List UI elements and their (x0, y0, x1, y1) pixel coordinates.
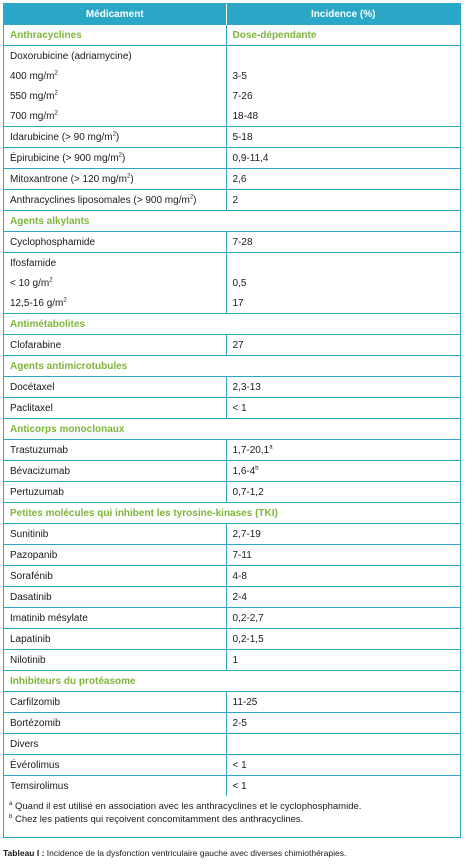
cell-text: Temsirolimus (10, 780, 69, 792)
cell-text: 2,7-19 (232, 528, 261, 540)
category-row (4, 25, 460, 46)
drug-cell (4, 190, 226, 211)
footnote-ref: b (255, 465, 259, 472)
footnote-text: Quand il est utilisé en association avec les anthracyclines et le cyclophosphamide. (12, 801, 362, 812)
cell-text: Ifosfamide (10, 257, 57, 269)
cell-text: Imatinib mésylate (10, 612, 88, 624)
category-label (4, 671, 460, 692)
table-row (4, 46, 460, 67)
incidence-cell (226, 587, 460, 608)
drug-cell (4, 293, 226, 314)
drug-cell (4, 755, 226, 776)
cell-text: Cyclophosphamide (10, 236, 96, 248)
cell-text: 3-5 (232, 70, 247, 82)
incidence-cell (226, 66, 460, 86)
drug-cell (4, 650, 226, 671)
cell-text: 1,7-20,1 (232, 444, 270, 456)
incidence-cell (226, 106, 460, 127)
cell-text: Épirubicine (> 900 mg/m (10, 152, 119, 164)
table-row (4, 566, 460, 587)
category-row (4, 356, 460, 377)
category-row (4, 503, 460, 524)
table-row (4, 734, 460, 755)
incidence-cell (226, 232, 460, 253)
drug-cell (4, 734, 226, 755)
drug-cell (4, 398, 226, 419)
header-medicament: Médicament (4, 4, 226, 25)
table-row (4, 66, 460, 86)
table-row (4, 545, 460, 566)
footnote-text: Chez les patients qui reçoivent concomitamment des anthracyclines. (12, 814, 304, 825)
table-row (4, 482, 460, 503)
drug-cell (4, 46, 226, 67)
cell-text: 400 mg/m (10, 70, 55, 82)
superscript: 2 (49, 277, 53, 284)
cell-text: Docétaxel (10, 381, 55, 393)
table-row (4, 253, 460, 274)
table-caption (3, 848, 346, 858)
cell-text: Pazopanib (10, 549, 58, 561)
table-row (4, 86, 460, 106)
table-row (4, 692, 460, 713)
table-row (4, 335, 460, 356)
cell-text: Évérolimus (10, 759, 60, 771)
cell-text: Clofarabine (10, 339, 62, 351)
drug-cell (4, 524, 226, 545)
drug-cell (4, 482, 226, 503)
cell-text: 5-18 (232, 131, 253, 143)
table-row (4, 232, 460, 253)
cell-text: Mitoxantrone (> 120 mg/m (10, 173, 127, 185)
drug-cell (4, 169, 226, 190)
cell-text: 700 mg/m (10, 110, 55, 122)
drug-cell (4, 127, 226, 148)
cell-text: 0,7-1,2 (232, 486, 264, 498)
cell-text: Bortézomib (10, 717, 61, 729)
cell-text: Anticorps monoclonaux (10, 423, 125, 435)
cell-text: 11-25 (232, 696, 258, 708)
cell-text: 7-26 (232, 90, 253, 102)
incidence-cell (226, 650, 460, 671)
table-row (4, 461, 460, 482)
incidence-cell (226, 273, 460, 293)
table-row (4, 293, 460, 314)
superscript: 2 (189, 194, 194, 201)
cell-text-tail: ) (193, 194, 197, 206)
drug-cell (4, 692, 226, 713)
drug-cell (4, 86, 226, 106)
cell-text: 2,6 (232, 173, 247, 185)
cell-text: Petites molécules qui inhibent les tyrosine-kinases (TKI) (10, 507, 278, 519)
table-row (4, 127, 460, 148)
footnote-mark: b (9, 813, 13, 820)
cell-text: Anthracyclines (10, 29, 82, 41)
cell-text: Inhibiteurs du protéasome (10, 675, 136, 687)
category-row (4, 211, 460, 232)
category-value (226, 25, 460, 46)
cell-text: 18-48 (232, 110, 259, 122)
drug-cell (4, 106, 226, 127)
table-body (4, 25, 460, 796)
drug-cell (4, 566, 226, 587)
footnotes (9, 800, 361, 826)
drug-cell (4, 608, 226, 629)
incidence-cell (226, 440, 460, 461)
incidence-cell (226, 86, 460, 106)
cell-text: 0,5 (232, 277, 247, 289)
incidence-cell (226, 461, 460, 482)
cell-text: 27 (232, 339, 244, 351)
drug-incidence-table-frame (3, 3, 461, 838)
category-label (4, 503, 460, 524)
table-row (4, 587, 460, 608)
cell-text: Lapatinib (10, 633, 51, 645)
category-row (4, 419, 460, 440)
table-row (4, 273, 460, 293)
cell-text: 2 (232, 194, 239, 206)
drug-cell (4, 461, 226, 482)
cell-text: 17 (232, 297, 244, 309)
cell-text: 0,9-11,4 (232, 152, 269, 164)
incidence-cell (226, 148, 460, 169)
incidence-cell (226, 190, 460, 211)
cell-text: 1 (232, 654, 239, 666)
incidence-cell (226, 253, 460, 274)
superscript: 2 (127, 173, 131, 180)
cell-text: 0,2-2,7 (232, 612, 264, 624)
table-row (4, 148, 460, 169)
cell-text: Trastuzumab (10, 444, 68, 456)
incidence-cell (226, 566, 460, 587)
incidence-cell (226, 335, 460, 356)
drug-cell (4, 232, 226, 253)
cell-text: Idarubicine (> 90 mg/m (10, 131, 113, 143)
incidence-cell (226, 755, 460, 776)
incidence-cell (226, 169, 460, 190)
category-row (4, 314, 460, 335)
incidence-cell (226, 608, 460, 629)
cell-text: 12,5-16 g/m (10, 297, 64, 309)
cell-text: < 1 (232, 402, 247, 414)
table-row (4, 713, 460, 734)
drug-cell (4, 335, 226, 356)
footnote-mark: a (9, 800, 13, 807)
table-row (4, 524, 460, 545)
table-row (4, 398, 460, 419)
cell-text: < 1 (232, 759, 247, 771)
drug-cell (4, 253, 226, 274)
cell-text: Antimétabolites (10, 318, 86, 330)
header-incidence: Incidence (%) (226, 4, 460, 25)
incidence-cell (226, 692, 460, 713)
cell-text: Bévacizumab (10, 465, 71, 477)
cell-text: 1,6-4 (232, 465, 256, 477)
incidence-cell (226, 713, 460, 734)
caption-text: Incidence de la dysfonction ventriculaire gauche avec diverses chimiothérapies. (44, 848, 347, 858)
table-row (4, 650, 460, 671)
cell-text: Paclitaxel (10, 402, 53, 414)
cell-text: < 10 g/m (10, 277, 50, 289)
incidence-cell (226, 776, 460, 797)
table-row (4, 629, 460, 650)
cell-text: Anthracyclines liposomales (> 900 mg/m (10, 194, 190, 206)
drug-cell (4, 587, 226, 608)
cell-text: 2,3-13 (232, 381, 261, 393)
drug-cell (4, 273, 226, 293)
category-row (4, 671, 460, 692)
cell-text: Sunitinib (10, 528, 49, 540)
drug-cell (4, 148, 226, 169)
cell-text: Sorafénib (10, 570, 53, 582)
incidence-cell (226, 629, 460, 650)
table-row (4, 377, 460, 398)
incidence-cell (226, 482, 460, 503)
cell-text-tail: ) (130, 173, 134, 185)
drug-cell (4, 629, 226, 650)
footnote-ref: a (269, 444, 273, 451)
category-label (4, 356, 460, 377)
category-label (4, 419, 460, 440)
incidence-cell (226, 524, 460, 545)
superscript: 2 (54, 110, 58, 117)
cell-text: Nilotinib (10, 654, 46, 666)
cell-text: Divers (10, 738, 39, 750)
incidence-cell (226, 293, 460, 314)
superscript: 2 (54, 70, 58, 77)
cell-text: < 1 (232, 780, 247, 792)
drug-cell (4, 545, 226, 566)
incidence-cell (226, 545, 460, 566)
incidence-cell (226, 398, 460, 419)
footnote-a (9, 800, 361, 813)
footnote-b (9, 813, 361, 826)
drug-cell (4, 776, 226, 797)
superscript: 2 (118, 152, 123, 159)
caption-label: Tableau I : (3, 848, 45, 858)
cell-text: 2-4 (232, 591, 247, 603)
incidence-cell (226, 377, 460, 398)
table-row (4, 169, 460, 190)
cell-text: 7-28 (232, 236, 253, 248)
cell-text: 0,2-1,5 (232, 633, 264, 645)
table-header-row (4, 4, 460, 25)
drug-incidence-table (4, 4, 460, 796)
superscript: 2 (63, 297, 67, 304)
cell-text: 4-8 (232, 570, 247, 582)
superscript: 2 (112, 131, 116, 138)
incidence-cell (226, 127, 460, 148)
cell-text-tail: ) (122, 152, 126, 164)
cell-text: Agents alkylants (10, 215, 90, 227)
cell-text: Pertuzumab (10, 486, 64, 498)
cell-text: Dose-dépendante (232, 29, 317, 41)
cell-text-tail: ) (115, 131, 120, 143)
table-row (4, 190, 460, 211)
category-label (4, 314, 460, 335)
cell-text: Carfilzomib (10, 696, 61, 708)
table-row (4, 106, 460, 127)
cell-text: 7-11 (232, 549, 252, 561)
cell-text: 550 mg/m (10, 90, 55, 102)
drug-cell (4, 713, 226, 734)
table-row (4, 440, 460, 461)
cell-text: Agents antimicrotubules (10, 360, 128, 372)
superscript: 2 (54, 90, 58, 97)
table-row (4, 755, 460, 776)
drug-cell (4, 66, 226, 86)
cell-text: Dasatinib (10, 591, 52, 603)
drug-cell (4, 377, 226, 398)
cell-text: Doxorubicine (adriamycine) (10, 50, 132, 62)
category-label (4, 211, 460, 232)
table-row (4, 608, 460, 629)
category-label (4, 25, 226, 46)
cell-text: 2-5 (232, 717, 247, 729)
incidence-cell (226, 46, 460, 67)
incidence-cell (226, 734, 460, 755)
table-row (4, 776, 460, 797)
drug-cell (4, 440, 226, 461)
